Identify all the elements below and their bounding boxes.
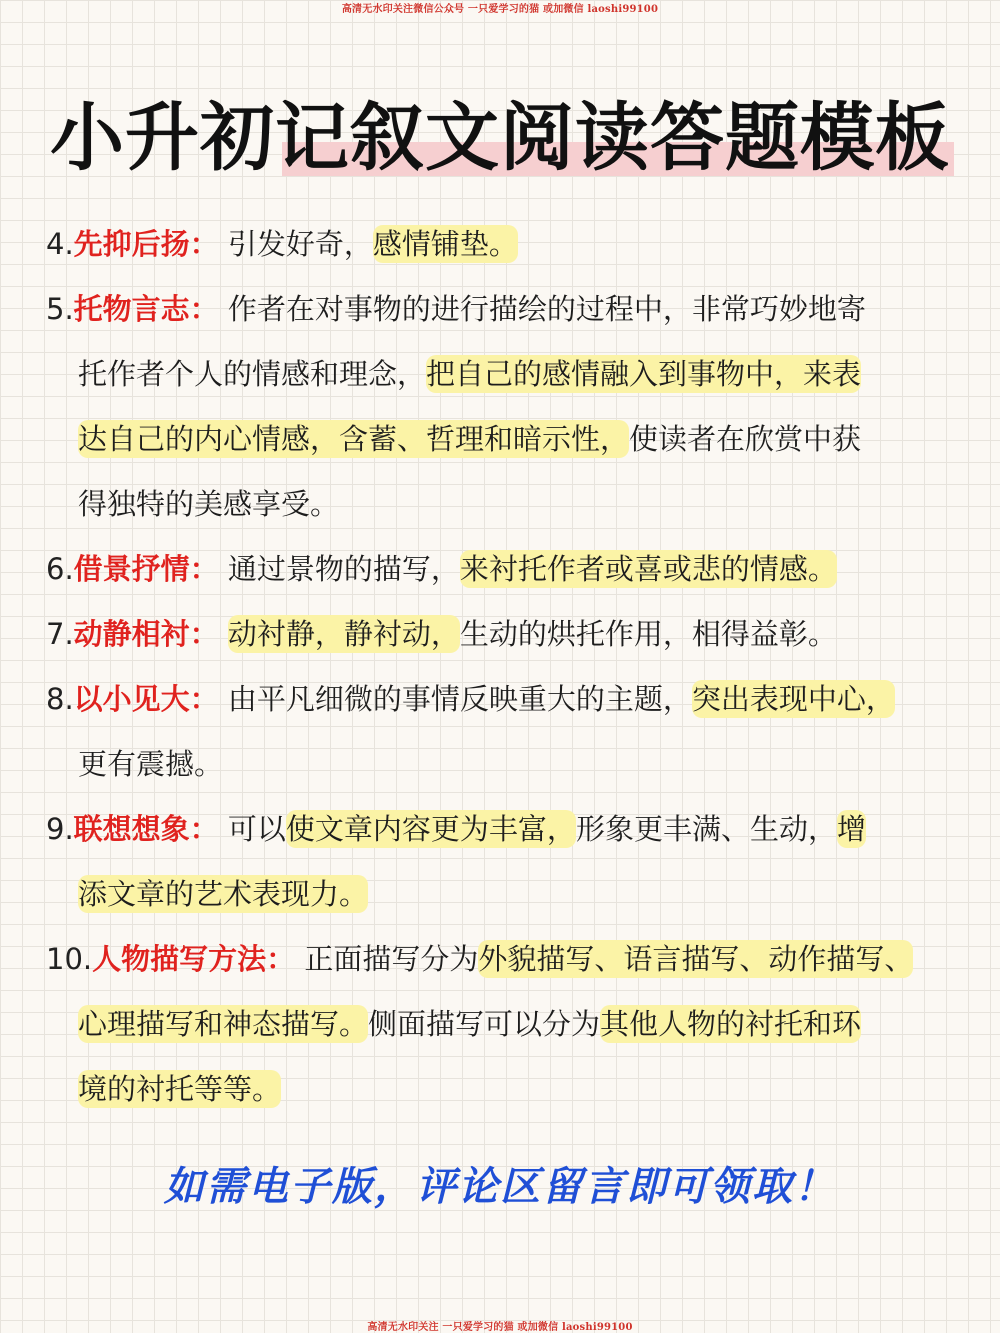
item-term: 人物描写方法： bbox=[92, 942, 296, 976]
item-highlight: 动衬静，静衬动， bbox=[227, 617, 460, 651]
item-term: 动静相衬： bbox=[73, 617, 219, 651]
item-term: 以小见大： bbox=[73, 682, 219, 716]
page-title bbox=[50, 92, 950, 184]
watermark-bottom: 高清无水印关注 一只爱学习的猫 或加微信 laoshi99100 bbox=[367, 1322, 633, 1333]
item-text: 通过景物的描写， bbox=[227, 552, 460, 586]
item-highlight: 使文章内容更为丰富， bbox=[285, 812, 576, 846]
list-item bbox=[46, 212, 966, 277]
list-item bbox=[46, 277, 966, 537]
item-number: 8. bbox=[46, 682, 74, 716]
list-item bbox=[46, 667, 966, 797]
item-highlight: 添文章的艺术表现力。 bbox=[78, 877, 369, 911]
item-number: 9. bbox=[46, 812, 74, 846]
item-highlight: 外貌描写、语言描写、动作描写、 bbox=[478, 942, 914, 976]
item-text: 使读者在欣赏中获 bbox=[629, 422, 862, 456]
item-highlight: 来衬托作者或喜或悲的情感。 bbox=[459, 552, 837, 586]
item-highlight: 突出表现中心， bbox=[691, 682, 895, 716]
list-item bbox=[46, 927, 966, 1122]
watermark-top: 高清无水印关注微信公众号 一只爱学习的猫 或加微信 laoshi99100 bbox=[341, 4, 659, 15]
item-text: 得独特的美感享受。 bbox=[78, 487, 340, 521]
template-list bbox=[46, 212, 966, 1122]
item-highlight: 达自己的内心情感，含蓄、哲理和暗示性， bbox=[78, 422, 630, 456]
item-term: 联想想象： bbox=[73, 812, 219, 846]
item-text: 生动的烘托作用，相得益彰。 bbox=[459, 617, 837, 651]
item-highlight: 境的衬托等等。 bbox=[78, 1072, 282, 1106]
item-text: 引发好奇， bbox=[227, 227, 373, 261]
item-text: 侧面描写可以分为 bbox=[368, 1007, 601, 1041]
item-highlight: 感情铺垫。 bbox=[372, 227, 518, 261]
item-text: 作者在对事物的进行描绘的过程中，非常巧妙地寄 bbox=[227, 292, 866, 326]
item-number: 6. bbox=[46, 552, 74, 586]
item-number: 7. bbox=[46, 617, 74, 651]
item-text: 可以 bbox=[227, 812, 286, 846]
item-number: 4. bbox=[46, 227, 74, 261]
item-text: 形象更丰满、生动， bbox=[575, 812, 837, 846]
item-number: 5. bbox=[46, 292, 74, 326]
item-highlight: 其他人物的衬托和环 bbox=[600, 1007, 862, 1041]
item-text: 正面描写分为 bbox=[304, 942, 479, 976]
item-text: 托作者个人的情感和理念， bbox=[78, 357, 427, 391]
item-highlight: 心理描写和神态描写。 bbox=[78, 1007, 369, 1041]
list-item bbox=[46, 602, 966, 667]
item-number: 10. bbox=[46, 942, 93, 976]
item-text: 由平凡细微的事情反映重大的主题， bbox=[227, 682, 692, 716]
item-term: 借景抒情： bbox=[73, 552, 219, 586]
item-term: 托物言志： bbox=[73, 292, 219, 326]
item-text: 更有震撼。 bbox=[78, 747, 224, 781]
item-highlight: 把自己的感情融入到事物中，来表 bbox=[426, 357, 862, 391]
call-to-action: 如需电子版，评论区留言即可领取！ bbox=[164, 1164, 836, 1210]
list-item bbox=[46, 537, 966, 602]
title-container bbox=[0, 92, 1000, 184]
item-term: 先抑后扬： bbox=[73, 227, 219, 261]
page-title-text: 小升初记叙文阅读答题模板 bbox=[50, 95, 950, 181]
item-highlight: 增 bbox=[836, 812, 866, 846]
list-item bbox=[46, 797, 966, 927]
